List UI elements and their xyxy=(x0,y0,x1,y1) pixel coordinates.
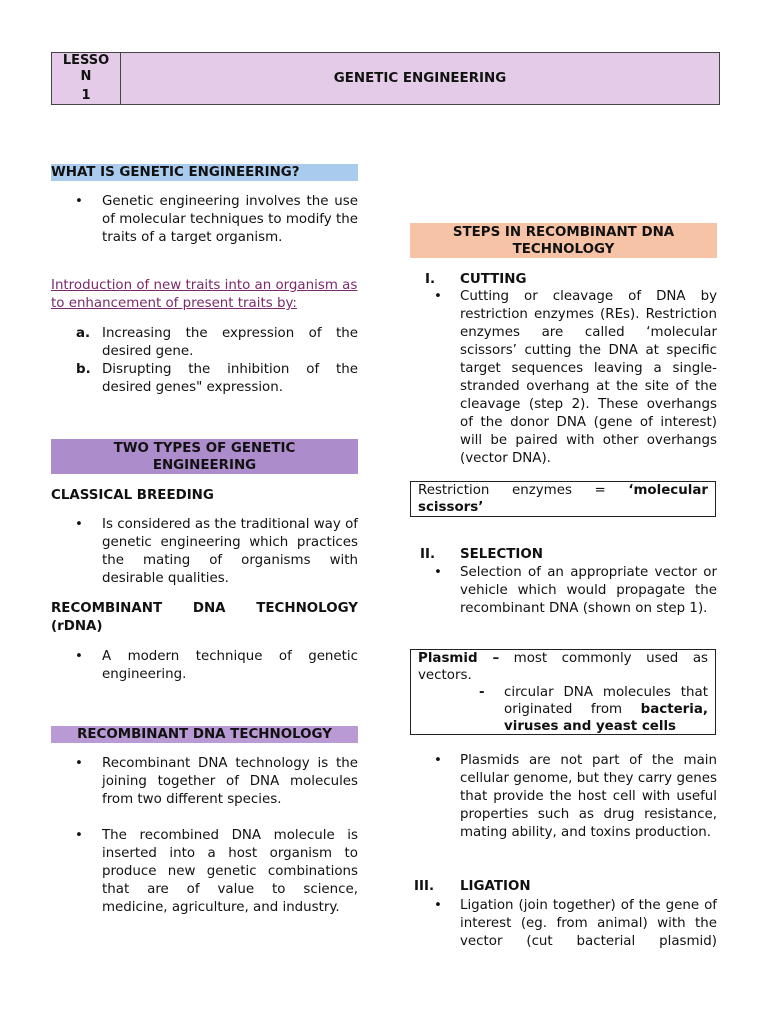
plasmid-sub-bold: bacteria, viruses and yeast cells xyxy=(504,702,708,734)
plasmid-dash: - xyxy=(479,685,485,700)
bullet-icon xyxy=(434,897,442,915)
lesson-label-line-2: N xyxy=(80,69,92,84)
step1-title: CUTTING xyxy=(460,272,527,287)
bullet-icon xyxy=(434,752,442,770)
lesson-label-line-1: LESSO xyxy=(62,53,110,68)
restriction-enzymes-callout xyxy=(410,481,716,517)
lesson-label-cell xyxy=(52,53,121,89)
rdna-bullet-item xyxy=(51,648,358,684)
plasmid-term: Plasmid – xyxy=(418,651,500,666)
step1-bullet-item xyxy=(410,288,717,468)
bullet-icon xyxy=(75,755,83,773)
step2-bullet-text: Selection of an appropriate vector or vehicle which would propagate the recombinant DNA (shown on step 1). xyxy=(460,565,717,616)
plasmid-bullet-text: Plasmids are not part of the main cellular genome, but they carry genes that provide the host cell with useful properties such as drug resistance, mating ability, and toxins production. xyxy=(460,753,717,840)
step1-numeral: I. xyxy=(425,272,436,287)
bullet-icon xyxy=(75,193,83,211)
classical-bullet-item xyxy=(51,516,358,588)
bullet-icon xyxy=(434,564,442,582)
plasmid-definition xyxy=(418,650,708,684)
step2-bullet-item xyxy=(410,564,717,618)
step3-bullet-item xyxy=(410,897,717,951)
bullet-icon xyxy=(75,516,83,534)
list-text-b: Disrupting the inhibition of the desired genes" expression. xyxy=(102,362,358,395)
rdt-heading: RECOMBINANT DNA TECHNOLOGY xyxy=(51,726,358,743)
plasmid-sub-text: circular DNA molecules that originated from xyxy=(504,685,708,717)
list-marker-b: b. xyxy=(76,362,91,377)
plasmid-definition-text: most commonly used as vectors. xyxy=(418,651,708,683)
step2-title: SELECTION xyxy=(460,547,544,562)
what-bullet-item xyxy=(51,193,358,247)
list-marker-a: a. xyxy=(76,326,91,341)
plasmid-bullet-item xyxy=(410,752,717,842)
step2-numeral: II. xyxy=(420,547,436,562)
rdt-bullet-item-1 xyxy=(51,755,358,809)
rdt-bullet-item-2 xyxy=(51,827,358,917)
plasmid-sub-text-wrap xyxy=(504,684,708,735)
callout-bold-text: ‘molecular scissors’ xyxy=(418,483,708,515)
list-text-a: Increasing the expression of the desired gene. xyxy=(102,326,358,359)
bullet-icon xyxy=(434,288,442,306)
lesson-title: GENETIC ENGINEERING xyxy=(121,53,719,104)
two-types-heading-text: TWO TYPES OF GENETIC ENGINEERING xyxy=(113,441,296,473)
rdna-bullet-text: A modern technique of genetic engineering. xyxy=(102,649,358,682)
classical-breeding-heading: CLASSICAL BREEDING xyxy=(51,488,214,503)
intro-link[interactable]: Introduction of new traits into an organism as to enhancement of present traits by: xyxy=(51,278,358,311)
plasmid-sub-item xyxy=(418,684,708,735)
lesson-header-table xyxy=(51,52,720,105)
rdna-heading: RECOMBINANT DNA TECHNOLOGY (rDNA) xyxy=(51,601,358,634)
callout-text: Restriction enzymes = xyxy=(418,483,629,498)
plasmid-callout xyxy=(410,649,716,735)
two-types-heading xyxy=(51,439,358,474)
step3-title: LIGATION xyxy=(460,879,531,894)
what-bullet-text: Genetic engineering involves the use of molecular techniques to modify the traits of a target organism. xyxy=(102,194,358,245)
rdt-bullet-text-1: Recombinant DNA technology is the joining together of DNA molecules from two different species. xyxy=(102,756,358,807)
lesson-number: 1 xyxy=(52,88,121,104)
classical-bullet-text: Is considered as the traditional way of genetic engineering which practices the mating of organisms with desirable qualities. xyxy=(102,517,358,586)
step3-numeral: III. xyxy=(414,879,435,894)
rdt-bullet-text-2: The recombined DNA molecule is inserted into a host organism to produce new genetic combinations that are of value to science, medicine, agriculture, and industry. xyxy=(102,828,358,915)
steps-heading-text: STEPS IN RECOMBINANT DNA TECHNOLOGY xyxy=(452,225,675,257)
list-item-a xyxy=(51,325,358,361)
step1-bullet-text: Cutting or cleavage of DNA by restriction enzymes (REs). Restriction enzymes are called ‘molecular scissors’ cutting the DNA at specific target sequences leaving a single-stranded overhang at the site of the cleavage (step 2). These overhangs of the donor DNA (gene of interest) will be paired with other overhangs (vector DNA). xyxy=(460,289,717,466)
bullet-icon xyxy=(75,827,83,845)
step3-bullet-text: Ligation (join together) of the gene of interest (eg. from animal) with the vector (cut bacterial plasmid) xyxy=(460,898,717,949)
steps-heading xyxy=(410,223,717,258)
what-is-heading: WHAT IS GENETIC ENGINEERING? xyxy=(51,164,358,181)
list-item-b xyxy=(51,361,358,397)
bullet-icon xyxy=(75,648,83,666)
